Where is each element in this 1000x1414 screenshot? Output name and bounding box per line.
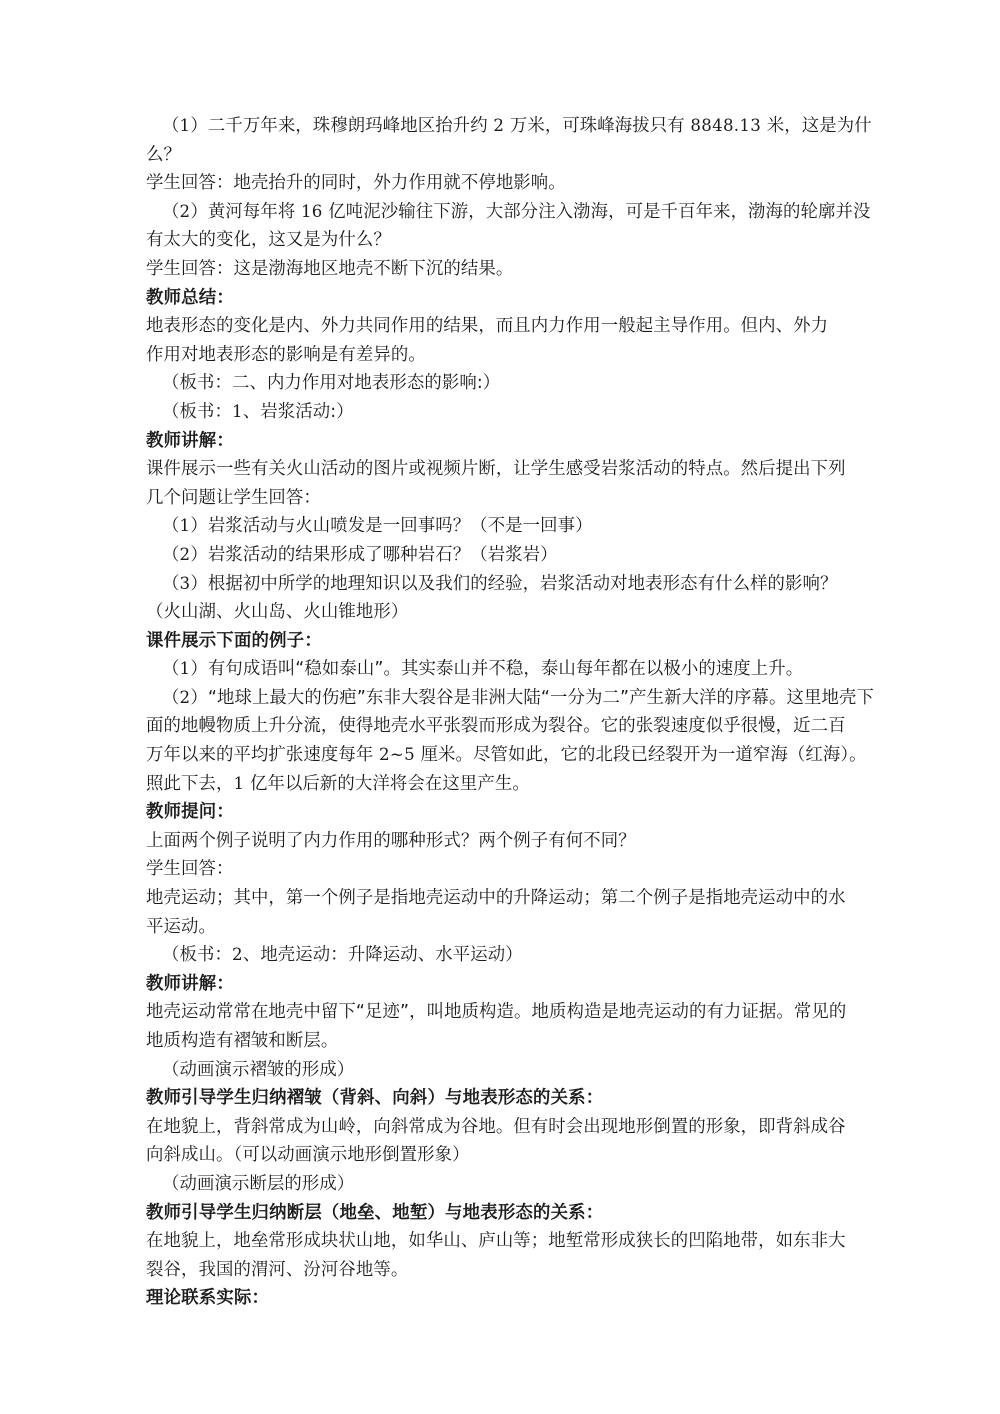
text-line: （动画演示断层的形成） bbox=[162, 1173, 355, 1194]
numeric-value: 3 bbox=[179, 573, 191, 593]
text-line: （3）根据初中所学的地理知识以及我们的经验，岩浆活动对地表形态有什么样的影响？ bbox=[162, 573, 838, 594]
section-heading-line: 教师引导学生归纳褶皱（背斜、向斜）与地表形态的关系： bbox=[146, 1088, 604, 1109]
text-line: （板书：1、岩浆活动:） bbox=[162, 401, 354, 422]
numeric-value: 2 bbox=[179, 201, 191, 221]
text-line: （1）二千万年来，珠穆朗玛峰地区抬升约 2 万米，可珠峰海拔只有 8848.13 米，这是为什 bbox=[162, 116, 872, 136]
text-line: 在地貌上，地垒常形成块状山地，如华山、庐山等；地堑常形成狭长的凹陷地带，如东非大 bbox=[146, 1231, 846, 1252]
text-line: （板书：二、内力作用对地表形态的影响:） bbox=[162, 373, 501, 394]
text-line: 地表形态的变化是内、外力共同作用的结果，而且内力作用一般起主导作用。但内、外力 bbox=[146, 316, 829, 337]
numeric-value: 2 bbox=[231, 945, 243, 965]
text-line: 面的地幔物质上升分流，使得地壳水平张裂而形成为裂谷。它的张裂速度似乎很慢，近二百 bbox=[146, 716, 846, 737]
section-heading-line: 教师讲解： bbox=[146, 973, 234, 994]
section-heading-line: 课件展示下面的例子： bbox=[146, 630, 322, 651]
text-line: （2）黄河每年将 16 亿吨泥沙输往下游，大部分注入渤海，可是千百年来，渤海的轮廓并没 bbox=[162, 201, 871, 222]
numeric-value: 2 bbox=[179, 687, 191, 707]
numeric-value: 1 bbox=[231, 401, 243, 421]
text-line: 万年以来的平均扩张速度每年 2~5 厘米。尽管如此，它的北段已经裂开为一道窄海（红海）。 bbox=[146, 745, 867, 766]
text-line: 学生回答： bbox=[146, 859, 234, 880]
text-line: 课件展示一些有关火山活动的图片或视频片断，让学生感受岩浆活动的特点。然后提出下列 bbox=[146, 459, 846, 480]
section-heading-line: 教师讲解： bbox=[146, 430, 234, 451]
numeric-value: 8848.13 bbox=[690, 116, 762, 135]
text-line: （1）有句成语叫“稳如泰山”。其实泰山并不稳，泰山每年都在以极小的速度上升。 bbox=[162, 659, 804, 680]
text-line: 平运动。 bbox=[146, 916, 216, 937]
document-text-body bbox=[146, 112, 874, 1313]
text-line: 作用对地表形态的影响是有差异的。 bbox=[146, 344, 426, 365]
text-line: （板书：2、地壳运动：升降运动、水平运动） bbox=[162, 945, 523, 966]
text-line: 在地貌上，背斜常成为山岭，向斜常成为谷地。但有时会出现地形倒置的形象，即背斜成谷 bbox=[146, 1116, 846, 1137]
numeric-value: 16 bbox=[300, 201, 323, 221]
text-line: 么？ bbox=[146, 144, 181, 165]
section-heading-line: 教师提问： bbox=[146, 802, 234, 823]
text-line: 向斜成山。（可以动画演示地形倒置形象） bbox=[146, 1145, 470, 1166]
section-heading-line: 理论联系实际： bbox=[146, 1288, 270, 1309]
text-line: （1）岩浆活动与火山喷发是一回事吗？（不是一回事） bbox=[162, 516, 593, 537]
text-line: 地壳运动；其中，第一个例子是指地壳运动中的升降运动；第二个例子是指地壳运动中的水 bbox=[146, 888, 846, 909]
numeric-value: 2~5 bbox=[379, 745, 415, 765]
section-heading-line: 教师引导学生归纳断层（地垒、地堑）与地表形态的关系： bbox=[146, 1202, 604, 1223]
text-line: （2）“地球上最大的伤疤”东非大裂谷是非洲大陆“一分为二”产生新大洋的序幕。这里地壳下 bbox=[162, 687, 874, 708]
numeric-value: 2 bbox=[179, 544, 191, 564]
numeric-value: 2 bbox=[493, 116, 505, 135]
text-line: 照此下去，1 亿年以后新的大洋将会在这里产生。 bbox=[146, 773, 530, 794]
text-line: 地壳运动常常在地壳中留下“足迹”，叫地质构造。地质构造是地壳运动的有力证据。常见的 bbox=[146, 1002, 847, 1023]
numeric-value: 1 bbox=[179, 116, 191, 135]
numeric-value: 1 bbox=[179, 516, 191, 536]
numeric-value: 1 bbox=[179, 659, 191, 679]
text-line: 学生回答：这是渤海地区地壳不断下沉的结果。 bbox=[146, 258, 514, 279]
text-line: 学生回答：地壳抬升的同时，外力作用就不停地影响。 bbox=[146, 173, 566, 194]
text-line: 上面两个例子说明了内力作用的哪种形式？两个例子有何不同？ bbox=[146, 830, 636, 851]
text-line: 几个问题让学生回答： bbox=[146, 487, 321, 508]
numeric-value: 1 bbox=[233, 773, 245, 793]
section-heading-line: 教师总结： bbox=[146, 287, 234, 308]
text-line: 有太大的变化，这又是为什么？ bbox=[146, 230, 391, 251]
text-line: （动画演示褶皱的形成） bbox=[162, 1059, 355, 1080]
text-line: （2）岩浆活动的结果形成了哪种岩石？（岩浆岩） bbox=[162, 544, 558, 565]
text-line: （火山湖、火山岛、火山锥地形） bbox=[146, 602, 409, 623]
text-line: 裂谷，我国的渭河、汾河谷地等。 bbox=[146, 1259, 409, 1280]
text-line: 地质构造有褶皱和断层。 bbox=[146, 1031, 339, 1051]
